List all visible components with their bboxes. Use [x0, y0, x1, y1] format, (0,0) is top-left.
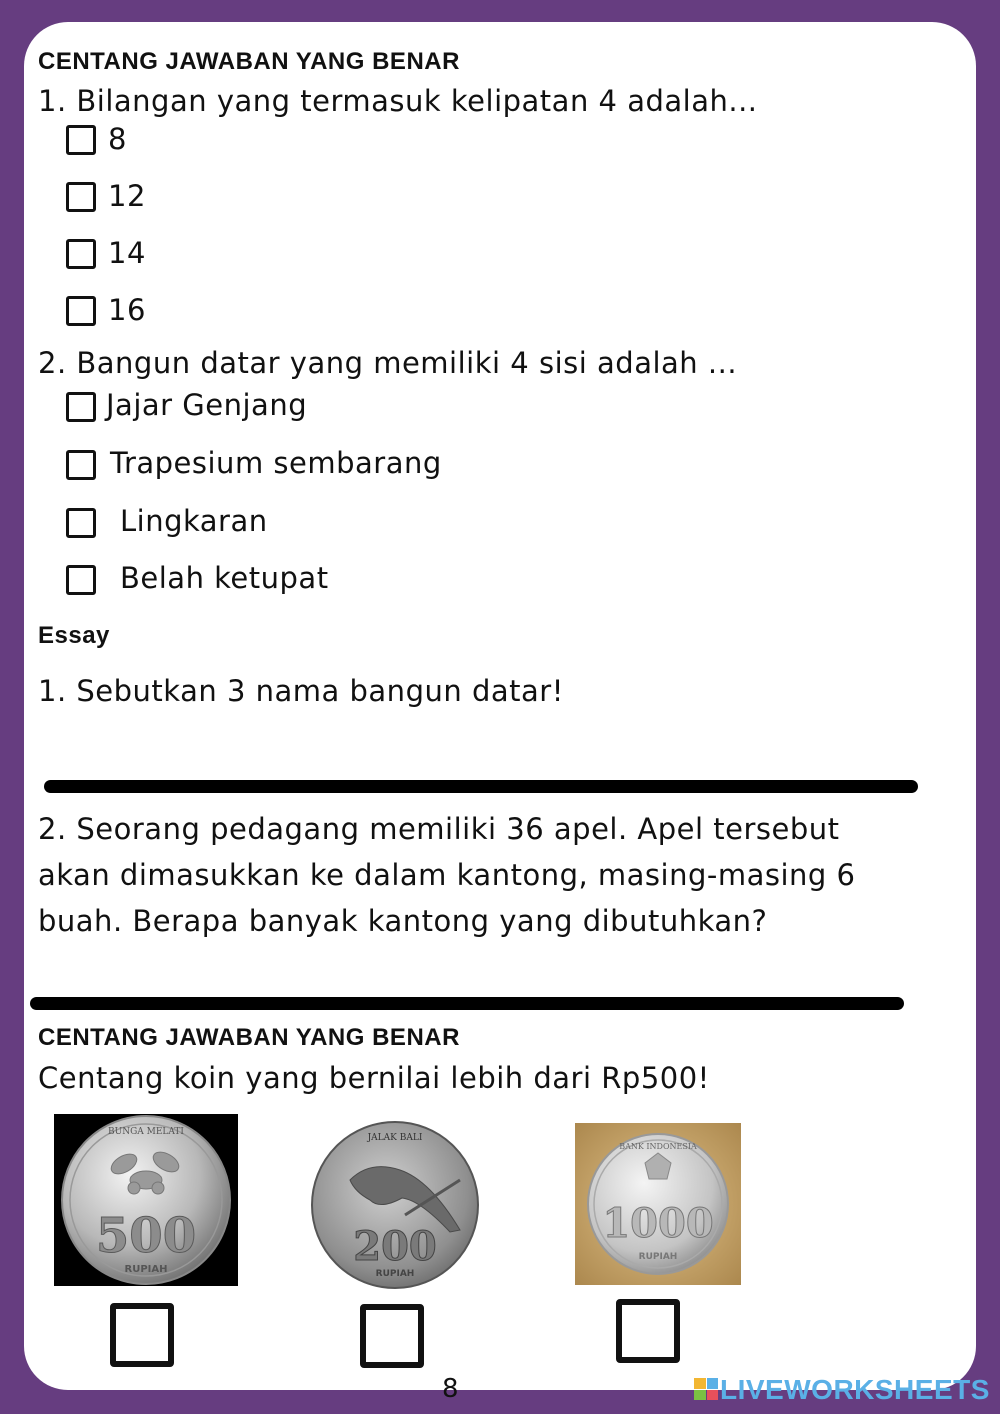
- essay-heading: Essay: [38, 622, 110, 649]
- q1-option-2-label: 12: [108, 179, 146, 213]
- q2-option-2-checkbox[interactable]: [66, 450, 96, 480]
- liveworksheets-logo-icon: [694, 1378, 718, 1400]
- essay-question-1: 1. Sebutkan 3 nama bangun datar!: [38, 674, 564, 708]
- coin-1000-checkbox[interactable]: [616, 1299, 680, 1363]
- coin-200-icon: [310, 1120, 480, 1290]
- essay-question-2-line-3: buah. Berapa banyak kantong yang dibutuhkan?: [38, 904, 768, 938]
- q2-option-4-label: Belah ketupat: [120, 561, 329, 595]
- coin-500-top-text: BUNGA MELATI: [108, 1127, 184, 1137]
- section-heading-coins: CENTANG JAWABAN YANG BENAR: [38, 1024, 460, 1051]
- q1-option-1-label: 8: [108, 122, 127, 156]
- coin-500-checkbox[interactable]: [110, 1303, 174, 1367]
- coin-200-bottom-text: RUPIAH: [375, 1269, 415, 1279]
- essay-question-2-line-2: akan dimasukkan ke dalam kantong, masing-masing 6: [38, 858, 856, 892]
- liveworksheets-brand[interactable]: LIVEWORKSHEETS: [720, 1374, 990, 1405]
- coin-500-value: 500: [95, 1208, 197, 1264]
- essay-question-2-line-1: 2. Seorang pedagang memiliki 36 apel. Apel tersebut: [38, 812, 840, 846]
- coin-200-image: [310, 1120, 480, 1290]
- answer-line-2[interactable]: [30, 997, 904, 1010]
- q2-option-1-label: Jajar Genjang: [106, 388, 308, 422]
- coin-question-prompt: Centang koin yang bernilai lebih dari Rp500!: [38, 1061, 710, 1095]
- page-number: 8: [442, 1374, 459, 1404]
- q2-option-1-checkbox[interactable]: [66, 392, 96, 422]
- q2-option-4-checkbox[interactable]: [66, 565, 96, 595]
- q2-option-3-checkbox[interactable]: [66, 508, 96, 538]
- coin-200-value: 200: [353, 1223, 437, 1270]
- coin-1000-image: [575, 1123, 741, 1285]
- section-heading-checkbox: CENTANG JAWABAN YANG BENAR: [38, 48, 460, 75]
- q1-option-1-checkbox[interactable]: [66, 125, 96, 155]
- question-2-text: 2. Bangun datar yang memiliki 4 sisi adalah ...: [38, 346, 738, 380]
- q1-option-4-checkbox[interactable]: [66, 296, 96, 326]
- coin-200-checkbox[interactable]: [360, 1304, 424, 1368]
- coin-500-icon: [54, 1114, 238, 1286]
- coin-200-top-text: JALAK BALI: [367, 1133, 423, 1143]
- coin-500-bottom-text: RUPIAH: [124, 1264, 168, 1275]
- q2-option-3-label: Lingkaran: [120, 504, 268, 538]
- q2-option-2-label: Trapesium sembarang: [110, 446, 442, 480]
- q1-option-4-label: 16: [108, 293, 146, 327]
- coin-500-image: [54, 1114, 238, 1286]
- coin-1000-value: 1000: [602, 1200, 714, 1247]
- q1-option-2-checkbox[interactable]: [66, 182, 96, 212]
- q1-option-3-label: 14: [108, 236, 146, 270]
- coin-1000-bottom-text: RUPIAH: [638, 1252, 678, 1262]
- coin-1000-top-text: BANK INDONESIA: [619, 1142, 697, 1151]
- answer-line-1[interactable]: [44, 780, 918, 793]
- coin-1000-icon: [575, 1123, 741, 1285]
- q1-option-3-checkbox[interactable]: [66, 239, 96, 269]
- question-1-text: 1. Bilangan yang termasuk kelipatan 4 adalah...: [38, 84, 758, 118]
